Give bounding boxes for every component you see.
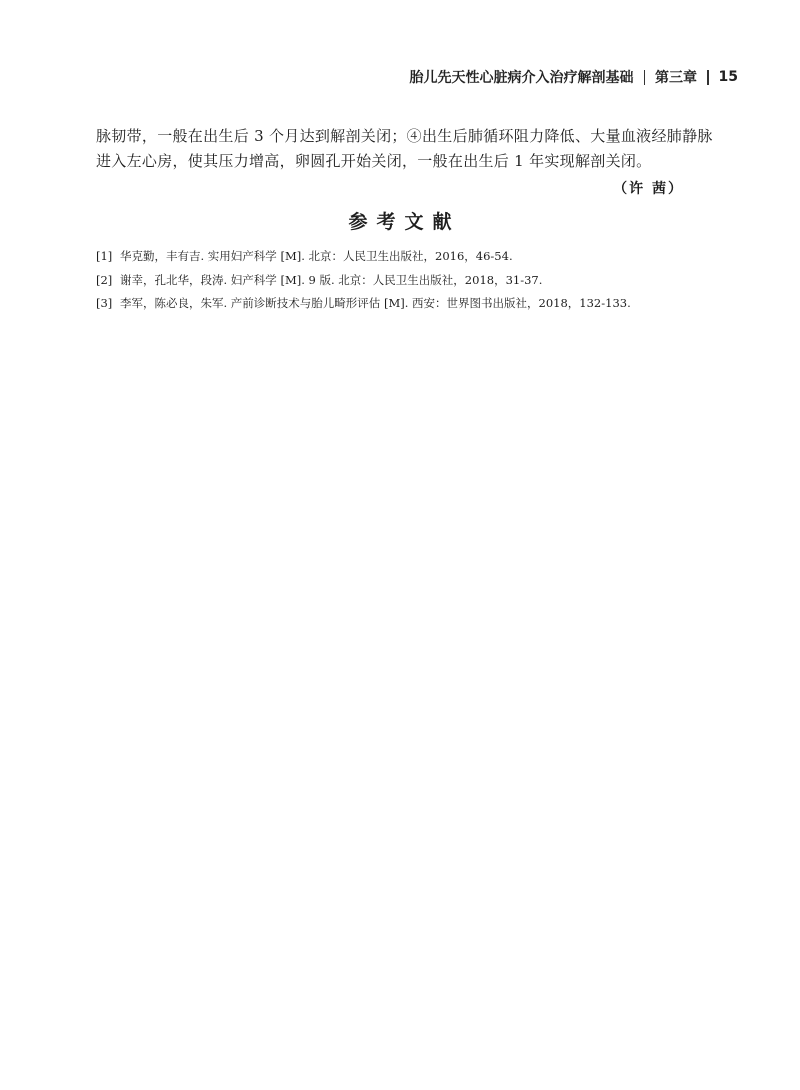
reference-item [96, 245, 631, 269]
reference-item [96, 269, 631, 293]
reference-text: 华克勤，丰有吉. 实用妇产科学 [M]. 北京：人民卫生出版社，2016，46-54. [120, 249, 513, 263]
reference-number: [2] [96, 272, 113, 287]
references-list [96, 245, 631, 316]
header-separator [644, 70, 646, 85]
reference-number: [1] [96, 249, 113, 263]
reference-text: 李军，陈必良，朱军. 产前诊断技术与胎儿畸形评估 [M]. 西安：世界图书出版社，2018，132-133. [120, 296, 631, 310]
page-number: 15 [718, 69, 738, 85]
reference-text: 谢幸，孔北华，段涛. 妇产科学 [M]. 9 版. 北京：人民卫生出版社，2018，31-37. [120, 272, 543, 287]
body-paragraph [96, 124, 716, 174]
body-line: 进入左心房，使其压力增高，卵圆孔开始关闭，一般在出生后 1 年实现解剖关闭。 [96, 152, 652, 170]
chapter-label: 第三章 [655, 70, 698, 86]
references-heading: 参考文献 [348, 211, 461, 233]
header-separator [707, 70, 709, 85]
running-header [410, 67, 738, 87]
book-title: 胎儿先天性心脏病介入治疗解剖基础 [409, 70, 634, 86]
author-credit: （许 茜） [613, 181, 684, 197]
reference-item [96, 292, 631, 316]
reference-number: [3] [96, 296, 113, 310]
body-line: 脉韧带，一般在出生后 3 个月达到解剖关闭；④出生后肺循环阻力降低、大量血液经肺静脉 [96, 127, 713, 145]
